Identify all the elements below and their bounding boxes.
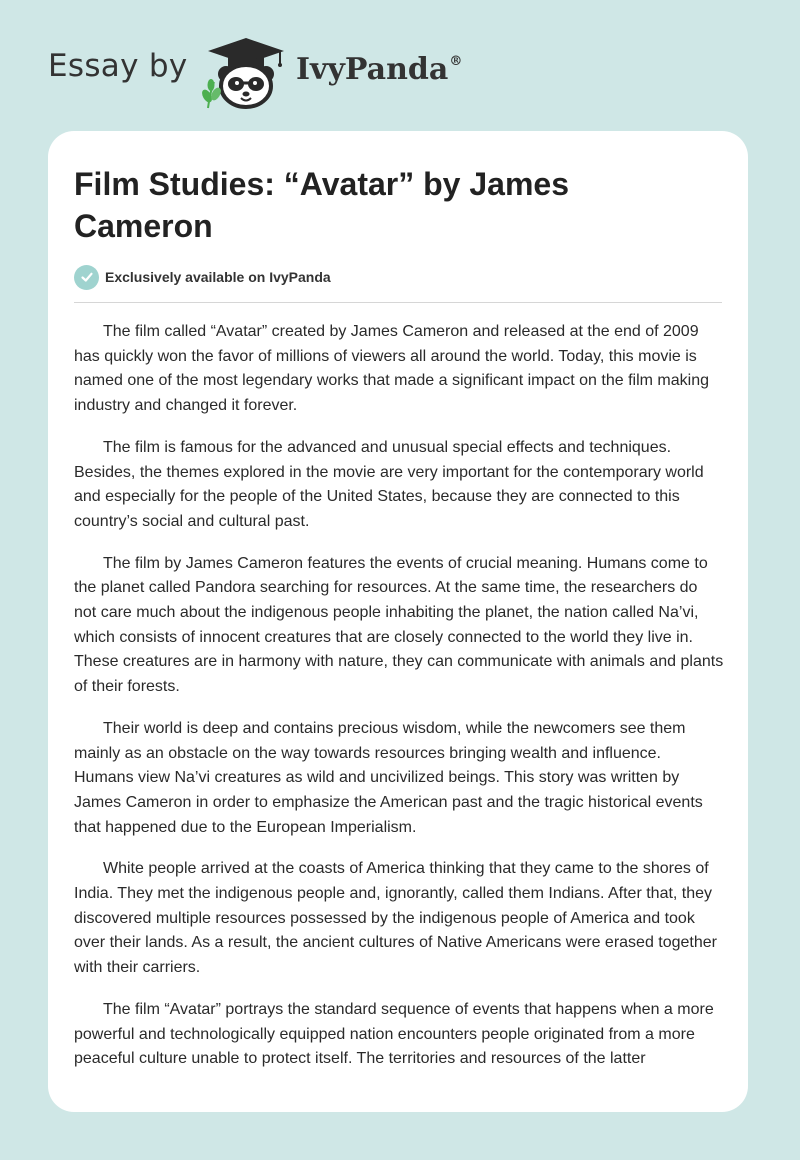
essay-title: Film Studies: “Avatar” by James Cameron <box>74 166 569 244</box>
essay-by-label: Essay by <box>48 48 188 84</box>
paragraph: The film called “Avatar” created by James Cameron and released at the end of 2009 has quickly won the favor of millions of viewers all around the world. Today, this movie is named one of the most legendary works that made a significant impact on the film making industry and changed it forever. <box>74 323 709 415</box>
registered-mark: ® <box>449 54 463 69</box>
paragraph: Their world is deep and contains precious wisdom, while the newcomers see them mainly as an obstacle on the way towards resources bringing wealth and influence. Humans view Na’vi creatures as wild and uncivilized beings. This story was written by James Cameron in order to emphasize the American past and the tragic historical events that happened due to the European Imperialism. <box>74 719 703 836</box>
paragraph: The film by James Cameron features the events of crucial meaning. Humans come to the planet called Pandora searching for resources. At the same time, the researchers do not care much about the indigenous people inhabiting the planet, the nation called Na’vi, which consists of innocent creatures that are closely connected to the world they live in. These creatures are in harmony with nature, they can communicate with animals and plants of their forests. <box>74 554 724 696</box>
paragraph: The film is famous for the advanced and unusual special effects and techniques. Besides, the themes explored in the movie are very important for the contemporary world and especially for the people of the United States, because they are connected to this country’s social and cultural past. <box>74 438 704 530</box>
essay-body <box>74 320 724 1089</box>
brand-name[interactable] <box>296 52 462 87</box>
divider <box>74 302 722 303</box>
exclusive-badge-label: Exclusively available on IvyPanda <box>105 269 331 285</box>
panda-graduate-icon[interactable] <box>200 34 292 110</box>
brand-text: IvyPanda <box>296 52 449 87</box>
essay-card <box>48 131 748 1112</box>
exclusive-badge <box>74 264 331 290</box>
paragraph: The film “Avatar” portrays the standard sequence of events that happens when a more powerful and technologically equipped nation encounters people originated from a more peaceful culture unable to protect itself. The territories and resources of the latter <box>74 1000 714 1068</box>
site-header <box>48 34 548 114</box>
check-circle-icon <box>74 265 99 290</box>
paragraph: White people arrived at the coasts of America thinking that they came to the shores of India. They met the indigenous people and, ignorantly, called them Indians. After that, they discovered multiple resources possessed by the indigenous people of America and took over their lands. As a result, the ancient cultures of Native Americans were erased together with their carriers. <box>74 860 717 977</box>
